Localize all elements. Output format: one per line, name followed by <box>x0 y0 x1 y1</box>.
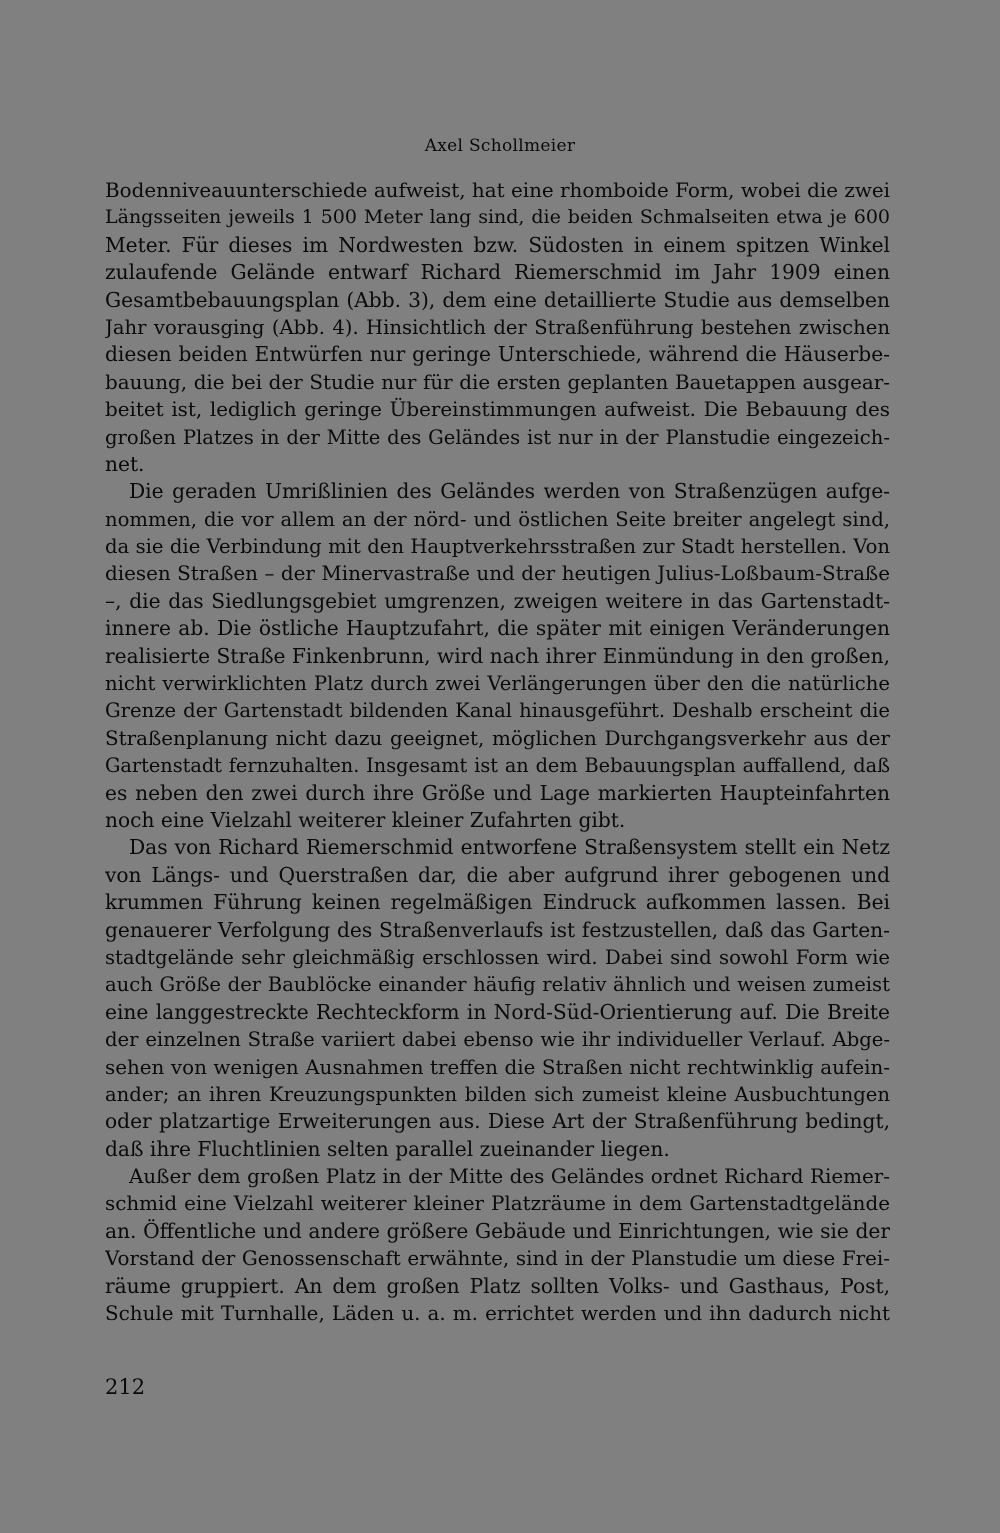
text-line: net. <box>105 451 145 476</box>
text-line: Vorstand der Genossenschaft erwähnte, sind in der Planstudie um diese Frei- <box>105 1247 890 1271</box>
text-line: eine langgestreckte Rechteckform in Nord-Süd-Orientierung auf. Die Breite <box>105 999 890 1024</box>
text-line: Gesamtbebauungsplan (Abb. 3), dem eine detaillierte Studie aus demselben <box>105 287 890 312</box>
text-line: räume gruppiert. An dem großen Platz sollten Volks- und Gasthaus, Post, <box>105 1273 890 1298</box>
text-line: genauerer Verfolgung des Straßenverlaufs ist festzustellen, daß das Garten- <box>105 917 890 942</box>
text-line: schmid eine Vielzahl weiterer kleiner Platzräume in dem Gartenstadtgelände <box>105 1192 890 1216</box>
text-line: von Längs- und Querstraßen dar, die aber aufgrund ihrer gebogenen und <box>105 862 890 887</box>
text-line: Längsseiten jeweils 1 500 Meter lang sind, die beiden Schmalseiten etwa je 600 <box>105 206 890 229</box>
page-number: 212 <box>105 1375 146 1399</box>
text-line: Grenze der Gartenstadt bildenden Kanal hinausgeführt. Deshalb erscheint die <box>105 699 890 723</box>
text-line: bauung, die bei der Studie nur für die ersten geplanten Bauetappen ausgear- <box>105 370 890 394</box>
text-line: krummen Führung keinen regelmäßigen Eindruck aufkommen lassen. Bei <box>105 890 890 915</box>
text-line: Straßenplanung nicht dazu geeignet, möglichen Durchgangsverkehr aus der <box>105 726 890 750</box>
text-line: stadtgelände sehr gleichmäßig erschlossen wird. Dabei sind sowohl Form wie <box>105 945 890 969</box>
text-line: Jahr vorausging (Abb. 4). Hinsichtlich der Straßenführung bestehen zwischen <box>105 315 890 339</box>
text-line: großen Platzes in der Mitte des Geländes ist nur in der Planstudie eingezeich- <box>105 425 890 449</box>
text-line: realisierte Straße Finkenbrunn, wird nach ihrer Einmündung in den großen, <box>105 643 890 668</box>
text-line: da sie die Verbindung mit den Hauptverkehrsstraßen zur Stadt herstellen. Von <box>105 535 890 559</box>
text-line: ander; an ihren Kreuzungspunkten bilden sich zumeist kleine Ausbuchtungen <box>105 1082 890 1106</box>
text-line: Gartenstadt fernzuhalten. Insgesamt ist an dem Bebauungsplan auffallend, daß <box>105 754 890 778</box>
text-line: diesen beiden Entwürfen nur geringe Unterschiede, während die Häuserbe- <box>105 342 890 367</box>
text-line: der einzelnen Straße variiert dabei ebenso wie ihr individueller Verlauf. Abge- <box>105 1028 890 1052</box>
text-line: Schule mit Turnhalle, Läden u. a. m. errichtet werden und ihn dadurch nicht <box>105 1302 890 1326</box>
running-head: Axel Schollmeier <box>424 136 576 156</box>
text-line: sehen von wenigen Ausnahmen treffen die Straßen nicht rechtwinklig aufein- <box>105 1055 890 1079</box>
text-line: innere ab. Die östliche Hauptzufahrt, die später mit einigen Veränderungen <box>105 616 890 641</box>
text-line: auch Größe der Baublöcke einander häufig relativ ähnlich und weisen zumeist <box>105 973 890 997</box>
text-line: diesen Straßen – der Minervastraße und der heutigen Julius-Loßbaum-Straße <box>105 562 890 586</box>
text-line: nicht verwirklichten Platz durch zwei Verlängerungen über den die natürliche <box>105 672 890 696</box>
text-line: Das von Richard Riemerschmid entworfene Straßensystem stellt ein Netz <box>129 835 890 860</box>
text-line: nommen, die vor allem an der nörd- und östlichen Seite breiter angelegt sind, <box>105 507 890 531</box>
body-text <box>105 177 890 1327</box>
text-line: Meter. Für dieses im Nordwesten bzw. Südosten in einem spitzen Winkel <box>105 232 890 257</box>
text-line: Die geraden Umrißlinien des Geländes werden von Straßenzügen aufge- <box>129 479 890 504</box>
text-line: Außer dem großen Platz in der Mitte des Geländes ordnet Richard Riemer- <box>129 1165 890 1189</box>
text-line: –, die das Siedlungsgebiet umgrenzen, zweigen weitere in das Gartenstadt- <box>105 588 890 613</box>
text-line: oder platzartige Erweiterungen aus. Diese Art der Straßenführung bedingt, <box>105 1109 890 1134</box>
text-line: beitet ist, lediglich geringe Übereinstimmungen aufweist. Die Bebauung des <box>105 398 890 422</box>
text-line: noch eine Vielzahl weiterer kleiner Zufahrten gibt. <box>105 807 626 832</box>
text-line: es neben den zwei durch ihre Größe und Lage markierten Haupteinfahrten <box>105 780 890 805</box>
text-line: an. Öffentliche und andere größere Gebäude und Einrichtungen, wie sie der <box>105 1218 890 1243</box>
text-line: Bodenniveauunterschiede aufweist, hat eine rhomboide Form, wobei die zwei <box>105 179 890 202</box>
text-line: zulaufende Gelände entwarf Richard Riemerschmid im Jahr 1909 einen <box>105 260 890 285</box>
text-line: daß ihre Fluchtlinien selten parallel zueinander liegen. <box>105 1136 670 1161</box>
